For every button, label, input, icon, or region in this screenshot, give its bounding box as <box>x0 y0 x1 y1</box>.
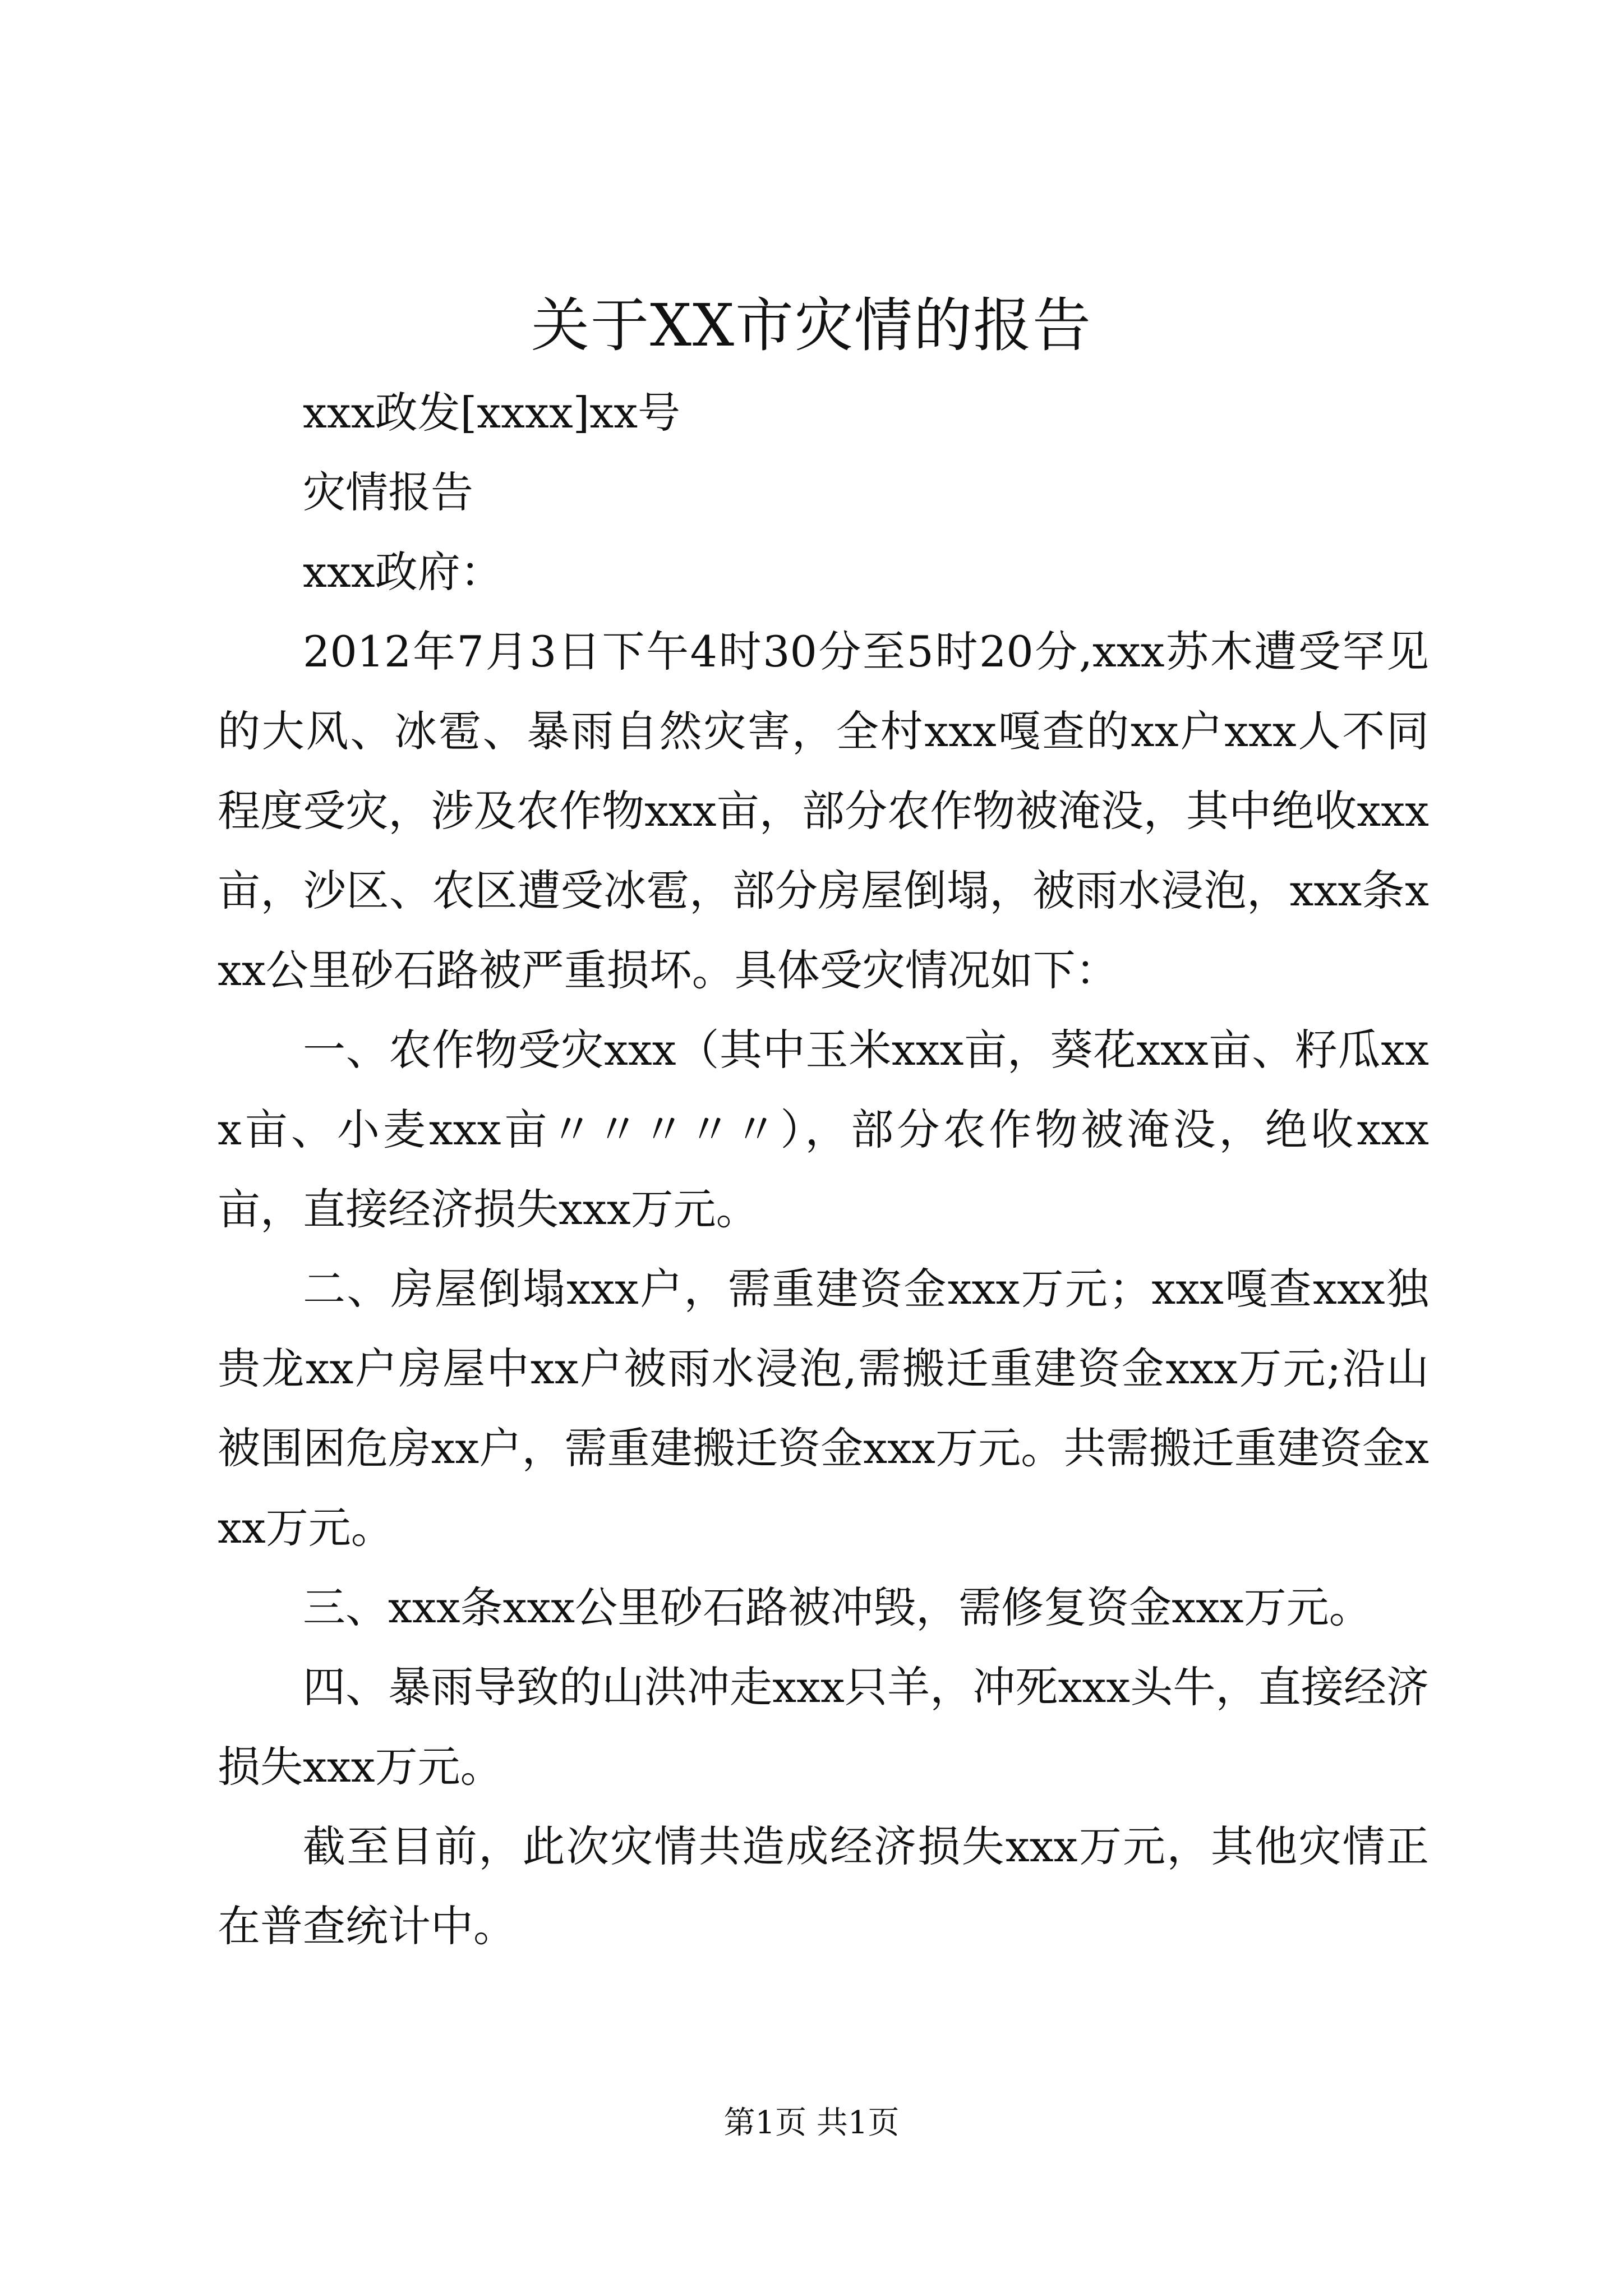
paragraph-housing: 二、房屋倒塌xxx户，需重建资金xxx万元；xxx嘎查xxx独贵龙xx户房屋中xx户被雨水浸泡,需搬迁重建资金xxx万元;沿山被围困危房xx户，需重建搬迁资金xxx万元。共需搬迁重建资金xxx万元。 <box>218 1264 1429 1553</box>
paragraph-roads: 三、xxx条xxx公里砂石路被冲毁，需修复资金xxx万元。 <box>303 1582 1372 1632</box>
document-body <box>218 373 1429 1966</box>
report-type-heading: 灾情报告 <box>303 467 473 517</box>
addressee: xxx政府： <box>303 547 503 597</box>
paragraph-crops: 一、农作物受灾xxx（其中玉米xxx亩，葵花xxx亩、籽瓜xxx亩、小麦xxx亩〃〃〃〃〃），部分农作物被淹没，绝收xxx亩，直接经济损失xxx万元。 <box>218 1025 1429 1234</box>
paragraph-livestock: 四、暴雨导致的山洪冲走xxx只羊，冲死xxx头牛，直接经济损失xxx万元。 <box>218 1662 1429 1792</box>
page-footer: 第1页 共1页 <box>723 2105 900 2141</box>
paragraph-summary: 截至目前，此次灾情共造成经济损失xxx万元，其他灾情正在普查统计中。 <box>218 1821 1429 1951</box>
document-title: 关于XX市灾情的报告 <box>531 291 1092 360</box>
document-number: xxx政发[xxxx]xx号 <box>303 388 681 438</box>
paragraph-overview: 2012年7月3日下午4时30分至5时20分,xxx苏木遭受罕见的大风、冰雹、暴雨自然灾害，全村xxx嘎查的xx户xxx人不同程度受灾，涉及农作物xxx亩，部分农作物被淹没，其中绝收xxx亩，沙区、农区遭受冰雹，部分房屋倒塌，被雨水浸泡，xxx条xxx公里砂石路被严重损坏。具体受灾情况如下： <box>218 627 1429 995</box>
